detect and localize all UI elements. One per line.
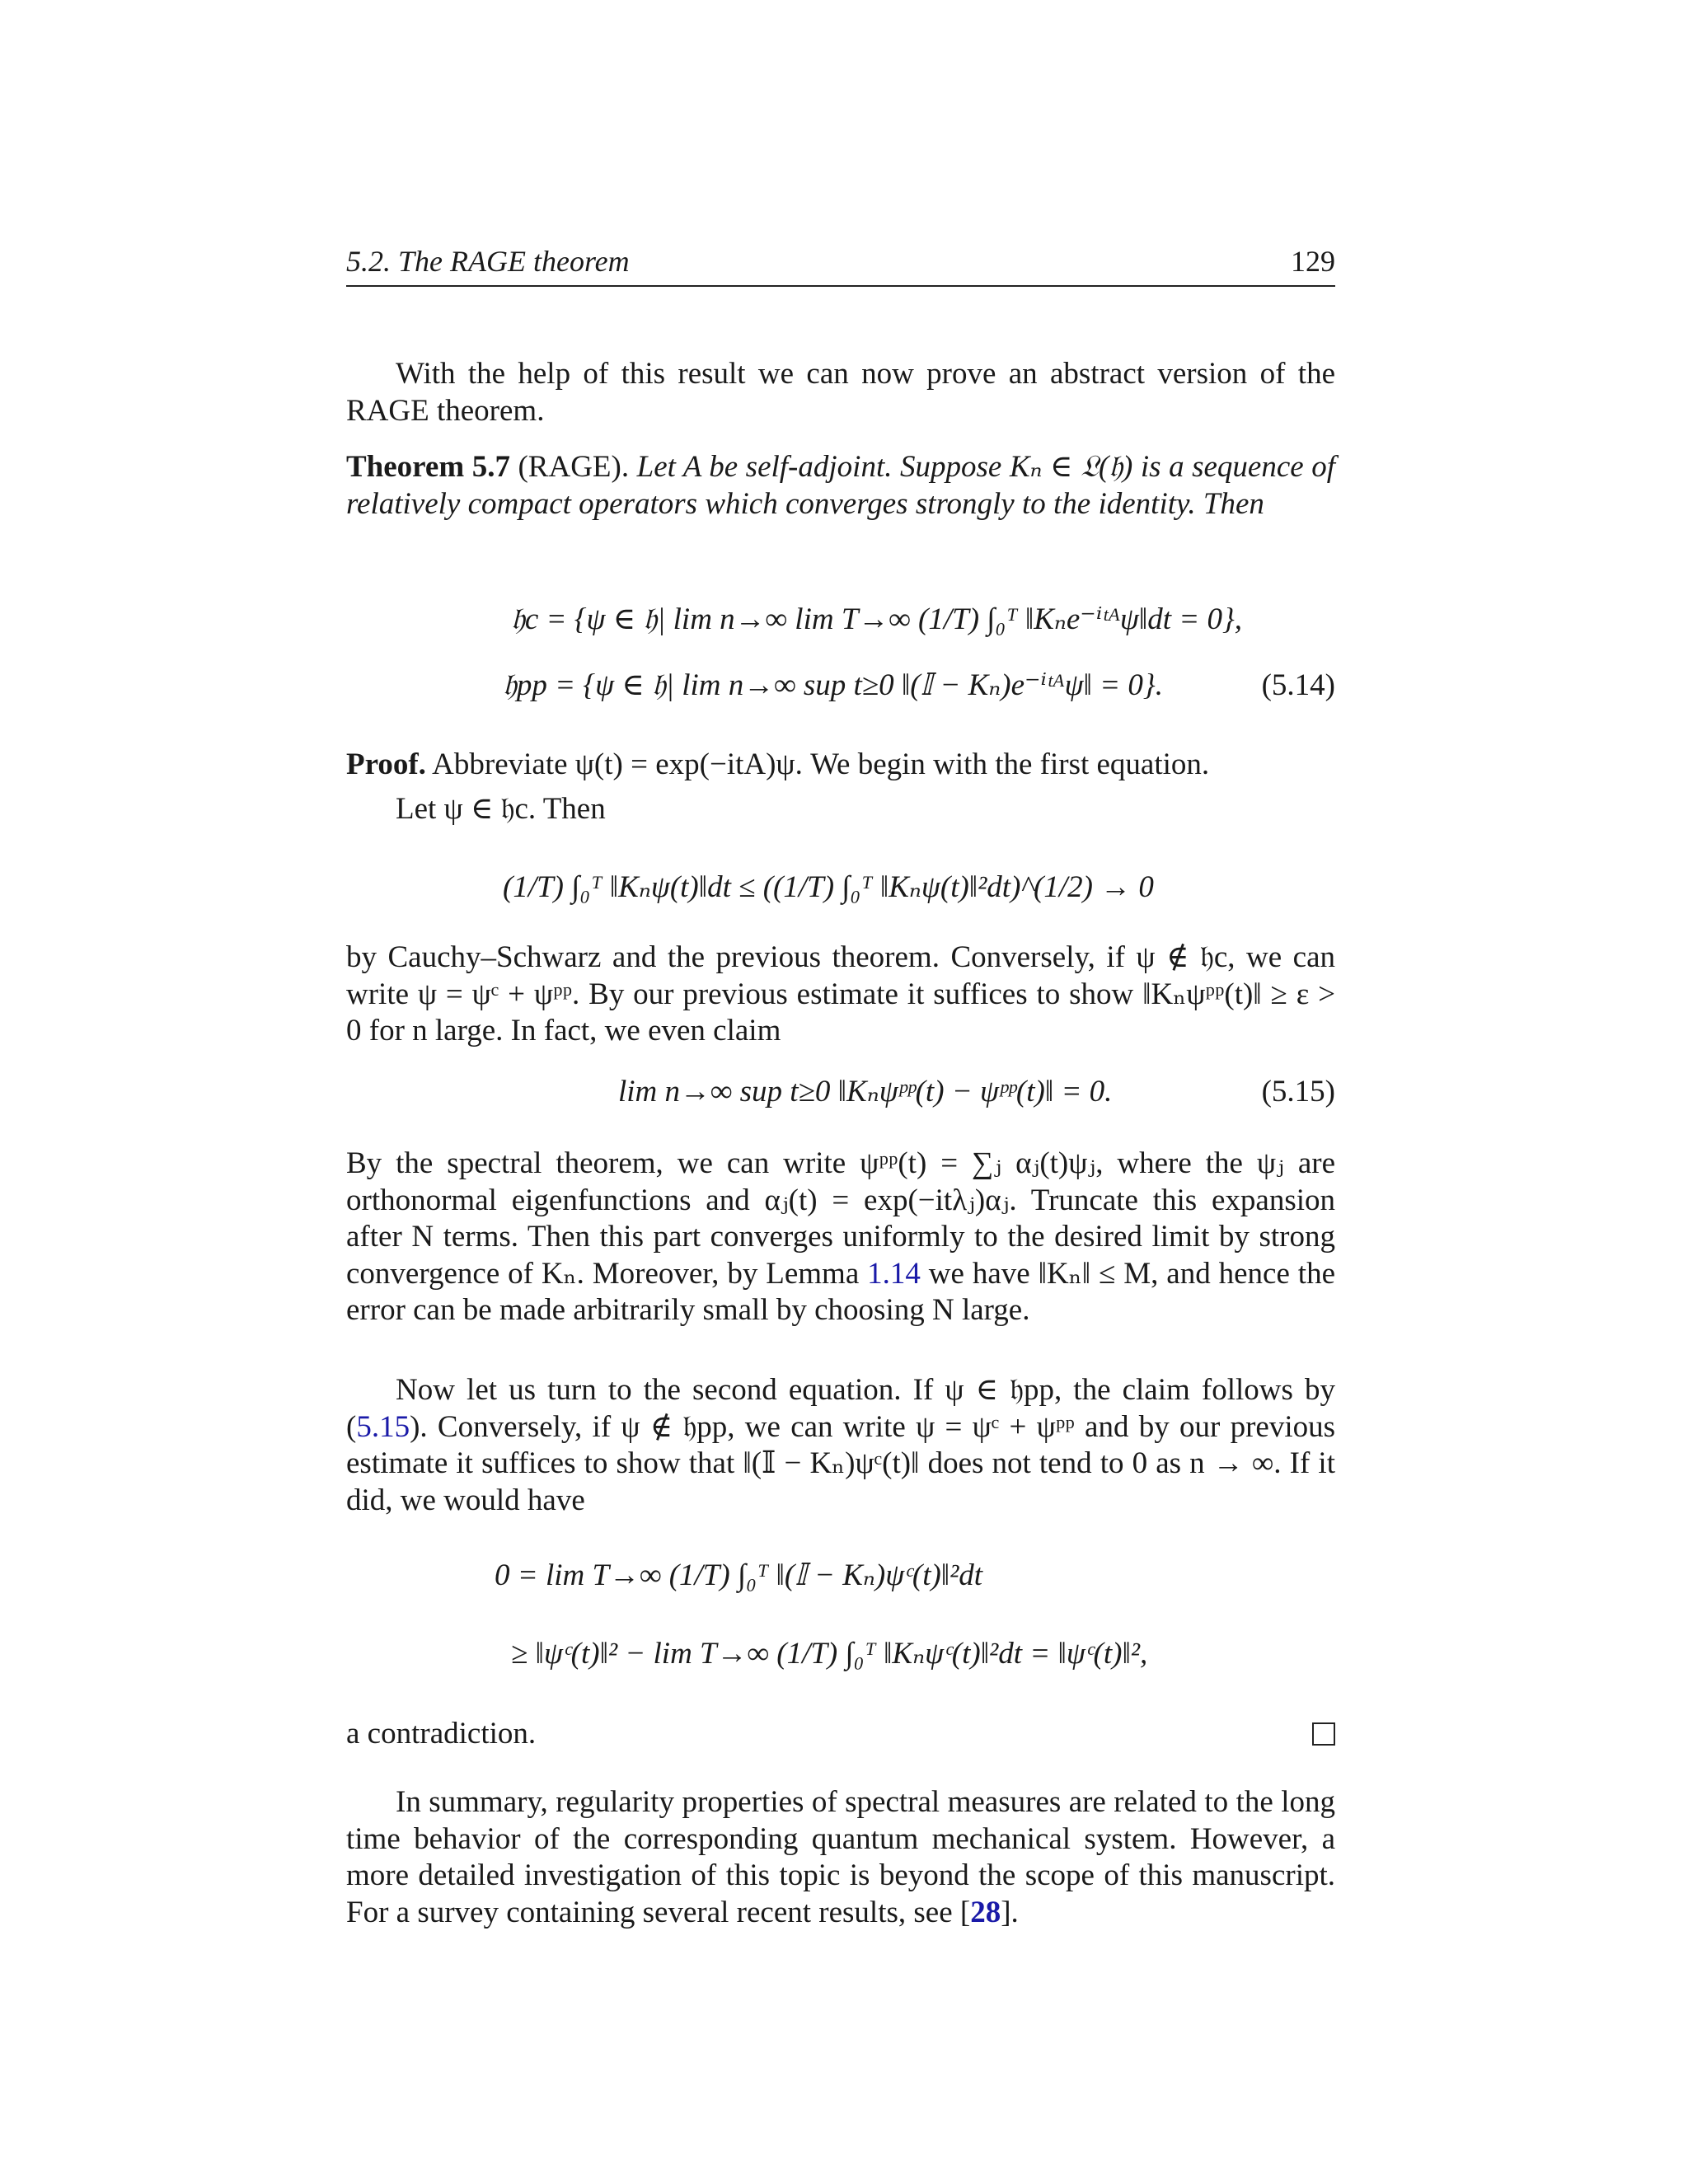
theorem-5-7 bbox=[346, 449, 1335, 523]
summary-text-a: In summary, regularity properties of spectral measures are related to the long time behavior of the corresponding quantum mechanical system. However, a more detailed investigation of this topic is beyond the scope of this manuscript. For a survey containing several recent results, see [ bbox=[346, 1785, 1335, 1929]
qed-symbol bbox=[1312, 1722, 1335, 1746]
theorem-statement: Let A be self-adjoint. Suppose Kₙ ∈ 𝔏(𝔥) is a sequence of relatively compact operators which converges strongly to the identity. Then bbox=[346, 450, 1336, 521]
proof-text-5b: ). Conversely, if ψ ∉ 𝔥pp, we can write ψ = ψᶜ + ψᵖᵖ and by our previous estimate it suffices to show that ‖(𝕀 − Kₙ)ψᶜ(t)‖ does not tend to 0 as n → ∞. If it did, we would have bbox=[346, 1409, 1335, 1517]
proof-paragraph-2: Let ψ ∈ 𝔥c. Then bbox=[396, 792, 606, 826]
equation-5-14-line-1: 𝔥c = {ψ ∈ 𝔥| lim n→∞ lim T→∞ (1/T) ∫₀ᵀ ‖Kₙe⁻ⁱᵗᴬψ‖dt = 0}, bbox=[511, 602, 1243, 636]
section-title: 5.2. The RAGE theorem bbox=[346, 245, 630, 278]
proof-end-text: a contradiction. bbox=[346, 1717, 537, 1750]
lemma-1-14-link[interactable]: 1.14 bbox=[867, 1256, 921, 1291]
reference-28-link[interactable]: 28 bbox=[970, 1895, 1001, 1929]
proof-paragraph-4 bbox=[346, 1146, 1335, 1329]
equation-5-15-text: lim n→∞ sup t≥0 ‖Kₙψᵖᵖ(t) − ψᵖᵖ(t)‖ = 0. bbox=[618, 1075, 1113, 1108]
running-header bbox=[346, 244, 1335, 287]
equation-5-14 bbox=[346, 593, 1335, 702]
equation-5-15 bbox=[346, 1070, 1335, 1119]
proof-text-1: Abbreviate ψ(t) = exp(−itA)ψ. We begin with the first equation. bbox=[432, 748, 1210, 781]
proof-text-5a: Now let us turn to the second equation. If ψ ∈ 𝔥pp, the claim follows by ( bbox=[346, 1373, 1335, 1444]
summary-paragraph bbox=[346, 1784, 1335, 1931]
equation-number-5-14: (5.14) bbox=[1261, 668, 1335, 702]
summary-text-b: ]. bbox=[1001, 1895, 1019, 1929]
proof-text-4a: By the spectral theorem, we can write ψᵖᵖ(t) = ∑ⱼ αⱼ(t)ψⱼ, where the ψⱼ are orthonormal eigenfunctions and αⱼ(t) = exp(−itλⱼ)αⱼ. Truncate this expansion after N terms. Then this part converges uniformly to the desired limit by strong convergence of Kₙ. Moreover, by Lemma bbox=[346, 1146, 1335, 1291]
equation-contradiction bbox=[346, 1541, 1335, 1698]
proof-paragraph-3: by Cauchy–Schwarz and the previous theorem. Conversely, if ψ ∉ 𝔥c, we can write ψ = ψᶜ + ψᵖᵖ. By our previous estimate it suffices to show ‖Kₙψᵖᵖ(t)‖ ≥ ε > 0 for n large. In fact, we even claim bbox=[346, 940, 1335, 1047]
equation-number-5-15: (5.15) bbox=[1261, 1075, 1335, 1108]
theorem-name: (RAGE). bbox=[518, 450, 630, 484]
proof-end bbox=[346, 1716, 1335, 1753]
equation-cauchy-schwarz-text: (1/T) ∫₀ᵀ ‖Kₙψ(t)‖dt ≤ ((1/T) ∫₀ᵀ ‖Kₙψ(t)‖²dt)^(1/2) → 0 bbox=[503, 870, 1154, 904]
intro-paragraph: With the help of this result we can now prove an abstract version of the RAGE theorem. bbox=[346, 357, 1335, 428]
proof-text-4b: we have ‖Kₙ‖ ≤ M, and hence the error can be made arbitrarily small by choosing N large. bbox=[346, 1256, 1335, 1327]
equation-5-15-link[interactable]: 5.15 bbox=[356, 1409, 410, 1444]
equation-cauchy-schwarz bbox=[346, 861, 1335, 935]
equation-5-14-line-2: 𝔥pp = {ψ ∈ 𝔥| lim n→∞ sup t≥0 ‖(𝕀 − Kₙ)e⁻ⁱᵗᴬψ‖ = 0}. bbox=[503, 668, 1163, 702]
proof-label: Proof. bbox=[346, 748, 426, 781]
proof-paragraph-5 bbox=[346, 1372, 1335, 1519]
theorem-label: Theorem 5.7 bbox=[346, 450, 510, 484]
proof-paragraph-1 bbox=[346, 747, 1335, 784]
page-number: 129 bbox=[1291, 245, 1335, 278]
equation-contradiction-line-2: ≥ ‖ψᶜ(t)‖² − lim T→∞ (1/T) ∫₀ᵀ ‖Kₙψᶜ(t)‖²dt = ‖ψᶜ(t)‖², bbox=[511, 1637, 1148, 1671]
equation-contradiction-line-1: 0 = lim T→∞ (1/T) ∫₀ᵀ ‖(𝕀 − Kₙ)ψᶜ(t)‖²dt bbox=[495, 1558, 983, 1592]
